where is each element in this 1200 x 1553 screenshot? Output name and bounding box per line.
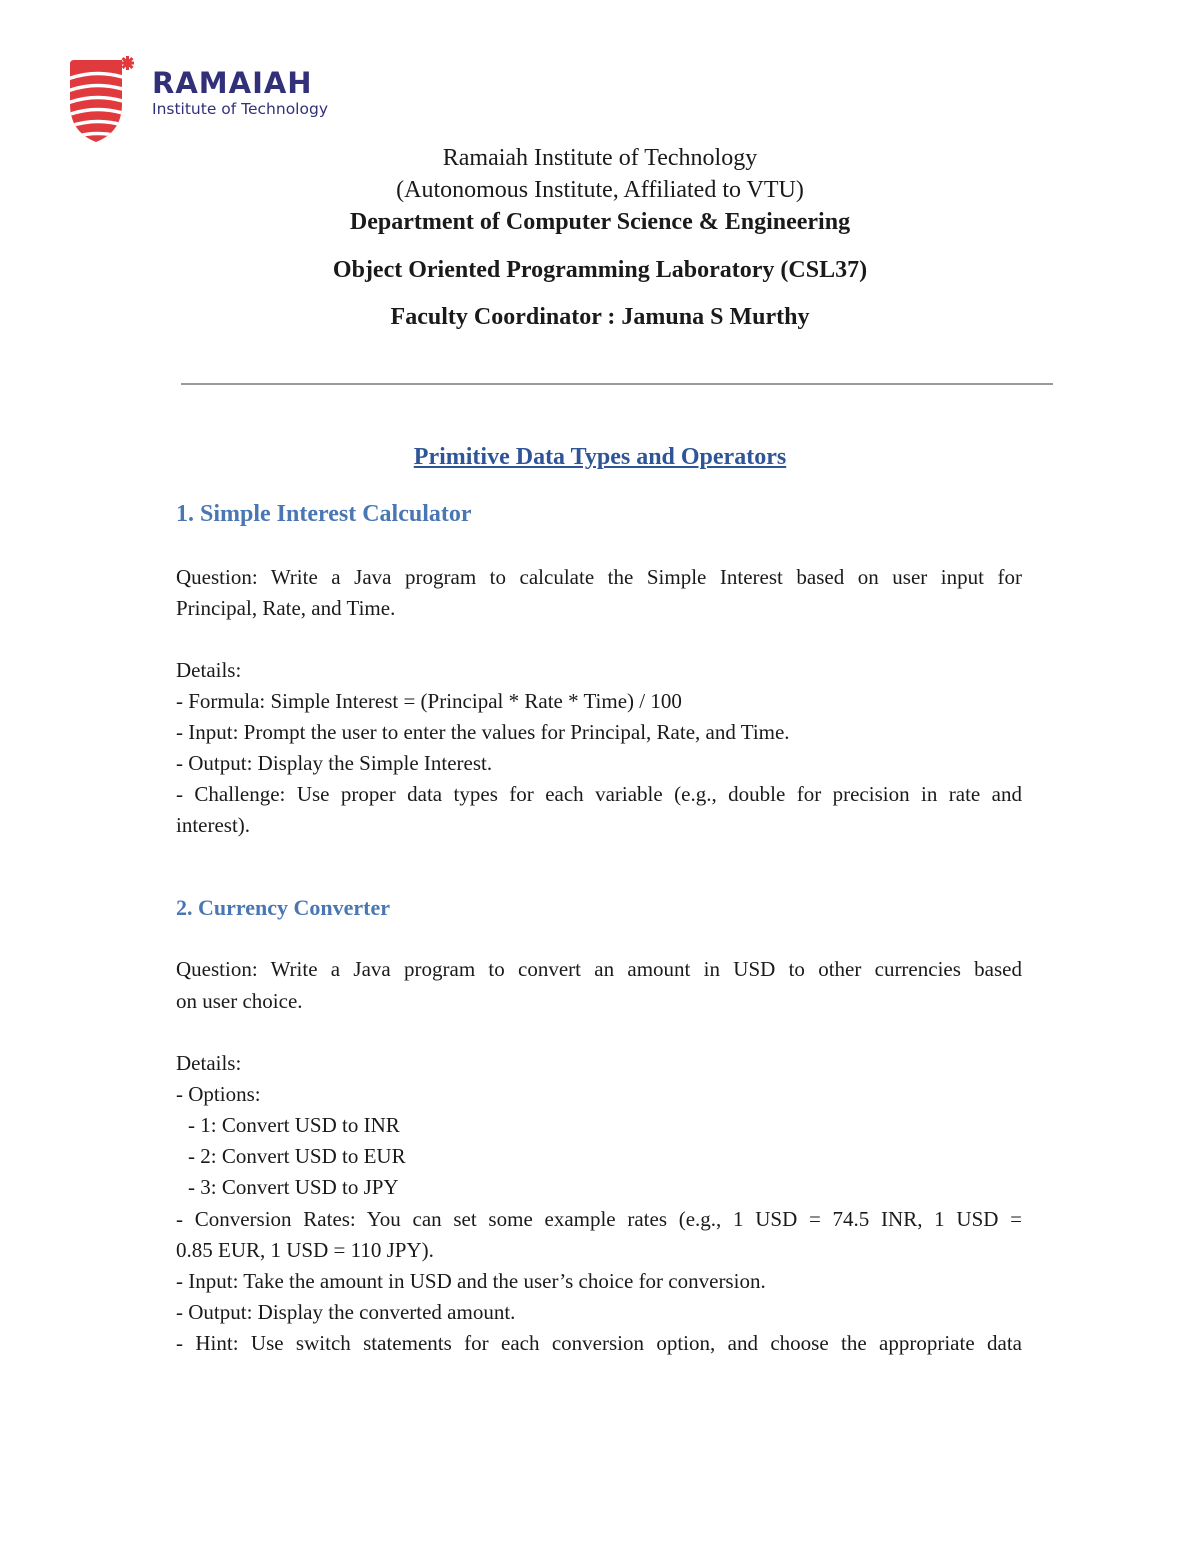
faculty-coordinator: Faculty Coordinator : Jamuna S Murthy <box>390 304 810 330</box>
section2-output: - Output: Display the converted amount. <box>176 1300 516 1324</box>
section1-challenge-line1: - Challenge: Use proper data types for each variable (e.g., double for precision in rate and <box>176 782 1022 806</box>
department-name: Department of Computer Science & Engineering <box>349 209 851 235</box>
section2-options-label: - Options: <box>176 1082 261 1106</box>
institute-logo <box>66 54 366 146</box>
section2-hint: - Hint: Use switch statements for each conversion option, and choose the appropriate data <box>176 1331 1022 1355</box>
document-title: Primitive Data Types and Operators <box>413 444 787 470</box>
horizontal-divider <box>181 383 1053 385</box>
section2-input: - Input: Take the amount in USD and the user’s choice for conversion. <box>176 1269 766 1293</box>
section1-formula: - Formula: Simple Interest = (Principal * Rate * Time) / 100 <box>176 689 682 713</box>
institute-name: Ramaiah Institute of Technology <box>442 145 758 171</box>
section2-question-line1: Question: Write a Java program to convert an amount in USD to other currencies based <box>176 957 1022 981</box>
section2-rates-line1: - Conversion Rates: You can set some example rates (e.g., 1 USD = 74.5 INR, 1 USD = <box>176 1207 1022 1231</box>
section2-option-jpy: - 3: Convert USD to JPY <box>188 1175 399 1199</box>
section1-question-line2: Principal, Rate, and Time. <box>176 596 396 620</box>
autonomous-note: (Autonomous Institute, Affiliated to VTU) <box>396 177 804 203</box>
section2-option-inr: - 1: Convert USD to INR <box>188 1113 400 1137</box>
section-heading-currency-converter: 2. Currency Converter <box>176 895 391 920</box>
section2-question-line2: on user choice. <box>176 989 303 1013</box>
section2-option-eur: - 2: Convert USD to EUR <box>188 1144 406 1168</box>
section1-output: - Output: Display the Simple Interest. <box>176 751 493 775</box>
section1-input: - Input: Prompt the user to enter the values for Principal, Rate, and Time. <box>176 720 790 744</box>
logo-subtitle: Institute of Technology <box>152 100 328 118</box>
section1-challenge-line2: interest). <box>176 813 251 837</box>
logo-name: RAMAIAH <box>152 66 313 100</box>
section1-question-line1: Question: Write a Java program to calculate the Simple Interest based on user input for <box>176 565 1022 589</box>
section1-details-label: Details: <box>176 658 242 682</box>
ramaiah-logo-mark <box>66 54 146 144</box>
section2-details-label: Details: <box>176 1051 242 1075</box>
course-name: Object Oriented Programming Laboratory (CSL37) <box>332 257 868 283</box>
asterisk-icon <box>121 56 134 70</box>
section2-rates-line2: 0.85 EUR, 1 USD = 110 JPY). <box>176 1238 434 1262</box>
section-heading-simple-interest: 1. Simple Interest Calculator <box>176 501 472 527</box>
